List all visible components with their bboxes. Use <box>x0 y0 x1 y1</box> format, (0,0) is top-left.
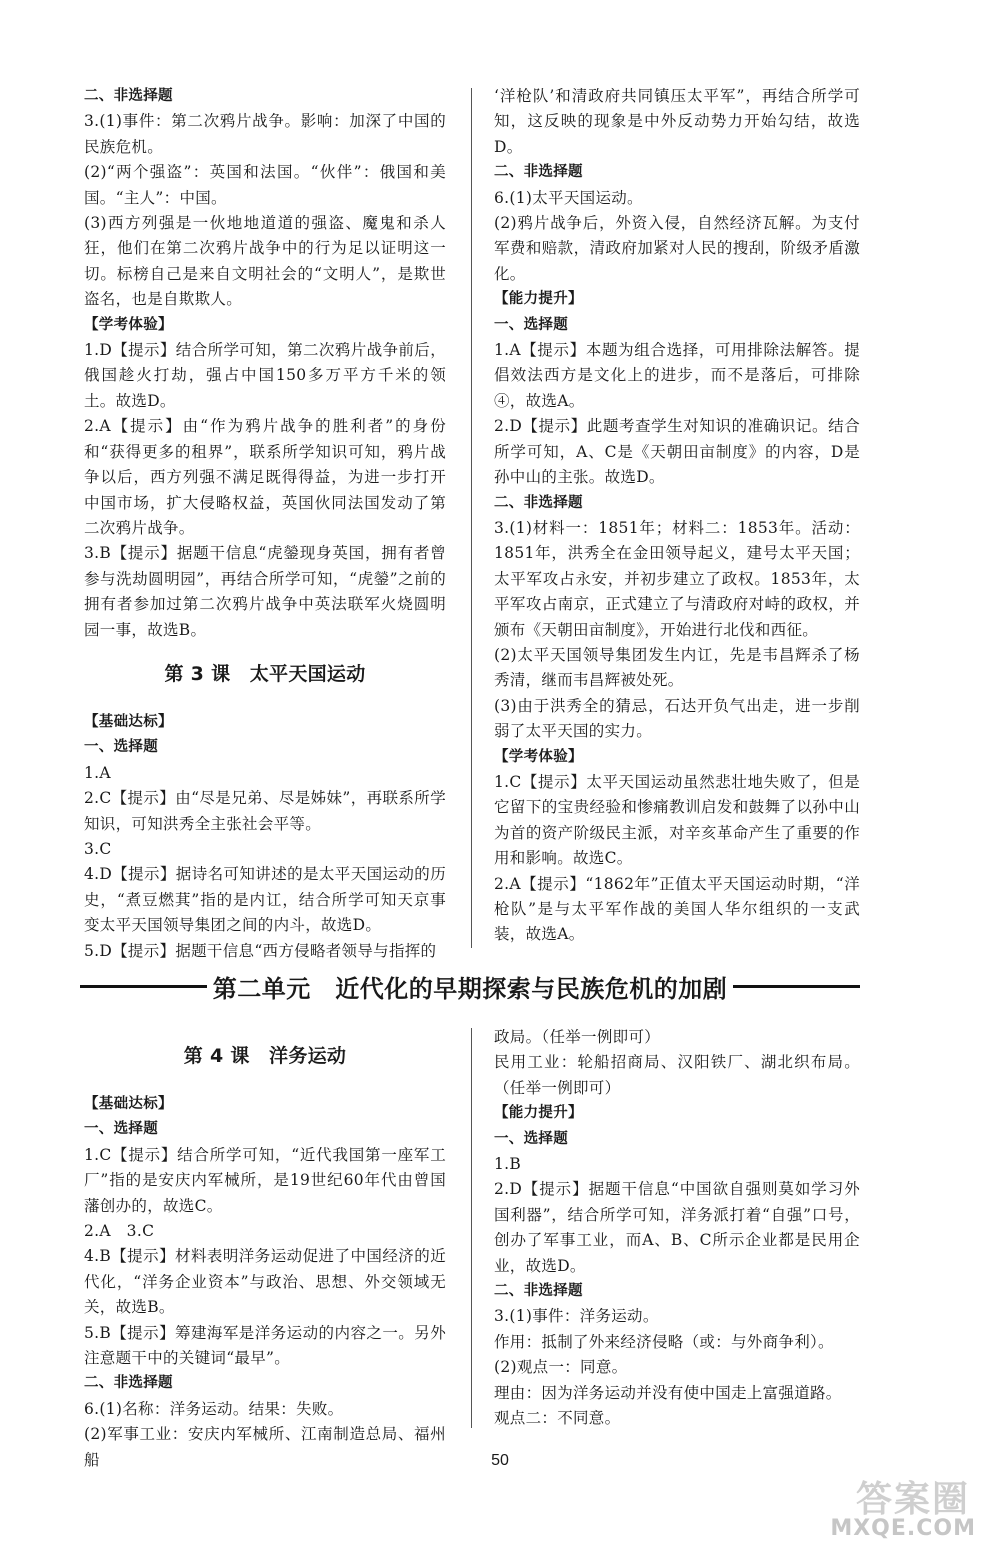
answer-paragraph: 1.C【提示】太平天国运动虽然悲壮地失败了，但是它留下的宝贵经验和惨痛教训启发和鼓舞了以孙中山为首的资产阶级民主派，对辛亥革命产生了重要的作用和影响。故选C。 <box>494 772 860 868</box>
banner-rule-right <box>733 985 860 988</box>
answer-paragraph: 4.B【提示】材料表明洋务运动促进了中国经济的近代化，“洋务企业资本”与政治、思想、外交领域无关，故选B。 <box>84 1247 446 1317</box>
answer-paragraph: 1.A <box>84 763 111 782</box>
answer-paragraph: 政局。（任举一例即可） <box>494 1028 661 1046</box>
answer-paragraph: 作用：抵制了外来经济侵略（或：与外商争利）。 <box>494 1332 834 1351</box>
answer-paragraph: 3.B【提示】据题干信息“虎鎣现身英国，拥有者曾参与洗劫圆明园”，再结合所学可知，“虎鎣”之前的拥有者参加过第二次鸦片战争中英法联军火烧圆明园一事，故选B。 <box>84 544 446 639</box>
section-heading: 【基础达标】 <box>84 713 173 730</box>
section-heading: 一、选择题 <box>494 316 568 333</box>
answer-paragraph: 3.(1)材料一：1851年；材料二：1853年。活动：1851年，洪秀全在金田领导起义，建号太平天国；太平军攻占永安，并初步建立了政权。1853年，太平军攻占南京，正式建立了与清政府对峙的政权，并颁布《天朝田亩制度》，开始进行北伐和西征。 <box>494 518 860 639</box>
lesson-title: 第 4 课 洋务运动 <box>183 1045 347 1067</box>
answer-paragraph: (2)“两个强盗”：英国和法国。“伙伴”：俄国和美国。“主人”：中国。 <box>84 163 446 207</box>
answer-paragraph: 6.(1)名称：洋务运动。结果：失败。 <box>84 1399 344 1418</box>
left-column-top <box>84 84 446 964</box>
page-number: 50 <box>491 1452 509 1469</box>
answer-paragraph: 2.A 3.C <box>84 1222 155 1241</box>
section-heading: 【学考体验】 <box>494 748 583 765</box>
answer-paragraph: 4.D【提示】据诗名可知讲述的是太平天国运动的历史，“煮豆燃萁”指的是内讧，结合所学可知天京事变太平天国领导集团之间的内斗，故选D。 <box>84 865 446 935</box>
answer-paragraph: 3.C <box>84 839 112 858</box>
answer-paragraph: 3.(1)事件：洋务运动。 <box>494 1307 659 1326</box>
section-heading: 【能力提升】 <box>494 291 583 308</box>
section-heading: 二、非选择题 <box>494 494 583 511</box>
answer-paragraph: ‘洋枪队’和清政府共同镇压太平军”，再结合所学可知，这反映的现象是中外反动势力开始勾结，故选D。 <box>494 87 860 156</box>
answer-paragraph: 1.C【提示】结合所学可知，“近代我国第一座军工厂”指的是安庆内军械所，是19世纪60年代由曾国藩创办的，故选C。 <box>84 1145 446 1215</box>
answer-paragraph: 2.A【提示】由“作为鸦片战争的胜利者”的身份和“获得更多的租界”，联系所学知识可知，鸦片战争以后，西方列强不满足既得得益，为进一步打开中国市场，扩大侵略权益，英国伙同法国发动了第二次鸦片战争。 <box>84 417 446 537</box>
section-heading: 一、选择题 <box>84 1121 158 1138</box>
answer-paragraph: 1.D【提示】结合所学可知，第二次鸦片战争前后，俄国趁火打劫，强占中国150多万平方千米的领土。故选D。 <box>84 341 446 410</box>
right-column-bottom <box>494 1025 860 1432</box>
section-heading: 二、非选择题 <box>494 164 583 181</box>
unit-title-banner <box>80 966 860 1006</box>
answer-paragraph: (2)观点一：同意。 <box>494 1358 628 1377</box>
section-heading: 二、非选择题 <box>84 88 173 104</box>
column-divider-top <box>471 88 472 948</box>
section-heading: 【基础达标】 <box>84 1096 173 1112</box>
answer-paragraph: 6.(1)太平天国运动。 <box>494 188 643 207</box>
answer-paragraph: 5.D【提示】据题干信息“西方侵略者领导与指挥的 <box>84 941 437 960</box>
watermark-url: MXQE.COM <box>830 1516 976 1541</box>
watermark-text: 答案圈 <box>855 1479 970 1520</box>
left-column-bottom <box>84 1025 446 1473</box>
answer-paragraph: (2)太平天国领导集团发生内讧，先是韦昌辉杀了杨秀清，继而韦昌辉被处死。 <box>494 645 860 690</box>
right-column-top <box>494 84 860 948</box>
section-heading: 【能力提升】 <box>494 1105 583 1122</box>
answer-paragraph: 观点二：不同意。 <box>494 1409 621 1428</box>
section-heading: 二、非选择题 <box>494 1283 583 1300</box>
answer-paragraph: 2.D【提示】据题干信息“中国欲自强则莫如学习外国利器”，结合所学可知，洋务派打着“自强”口号，创办了军事工业，而A、B、C所示企业都是民用企业，故选D。 <box>494 1180 860 1275</box>
answer-paragraph: 1.A【提示】本题为组合选择，可用排除法解答。提倡效法西方是文化上的进步，而不是落后，可排除④，故选A。 <box>494 341 860 410</box>
banner-rule-left <box>80 985 207 988</box>
answer-paragraph: (3)西方列强是一伙地地道道的强盗、魔鬼和杀人狂，他们在第二次鸦片战争中的行为足以证明这一切。标榜自己是来自文明社会的“文明人”，是欺世盗名，也是自欺欺人。 <box>84 214 446 309</box>
section-heading: 二、非选择题 <box>84 1375 173 1392</box>
column-divider-bottom <box>471 1028 472 1428</box>
section-heading: 【学考体验】 <box>84 316 173 333</box>
answer-paragraph: 2.A【提示】“1862年”正值太平天国运动时期，“洋枪队”是与太平军作战的美国人华尔组织的一支武装，故选A。 <box>494 874 860 944</box>
answer-paragraph: 5.B【提示】筹建海军是洋务运动的内容之一。另外注意题干中的关键词“最早”。 <box>84 1323 446 1368</box>
answer-paragraph: (2)军事工业：安庆内军械所、江南制造总局、福州船 <box>84 1425 446 1469</box>
answer-paragraph: (2)鸦片战争后，外资入侵，自然经济瓦解。为支付军费和赔款，清政府加紧对人民的搜刮，阶级矛盾激化。 <box>494 214 860 283</box>
lesson-title: 第 3 课 太平天国运动 <box>164 662 366 685</box>
answer-paragraph: 民用工业：轮船招商局、汉阳铁厂、湖北织布局。（任举一例即可） <box>494 1053 860 1097</box>
unit-title: 第二单元 近代化的早期探索与民族危机的加剧 <box>212 974 728 1003</box>
answer-paragraph: (3)由于洪秀全的猜忌，石达开负气出走，进一步削弱了太平天国的实力。 <box>494 696 860 741</box>
section-heading: 一、选择题 <box>84 739 158 756</box>
watermark-logo <box>780 1465 980 1545</box>
answer-paragraph: 1.B <box>494 1155 522 1174</box>
answer-paragraph: 3.(1)事件：第二次鸦片战争。影响：加深了中国的民族危机。 <box>84 112 446 156</box>
answer-paragraph: 2.D【提示】此题考查学生对知识的准确识记。结合所学可知，A、C是《天朝田亩制度》的内容，D是孙中山的主张。故选D。 <box>494 417 860 487</box>
answer-paragraph: 理由：因为洋务运动并没有使中国走上富强道路。 <box>494 1383 842 1402</box>
answer-paragraph: 2.C【提示】由“尽是兄弟、尽是姊妹”，再联系所学知识，可知洪秀全主张社会平等。 <box>84 789 446 833</box>
section-heading: 一、选择题 <box>494 1130 568 1147</box>
